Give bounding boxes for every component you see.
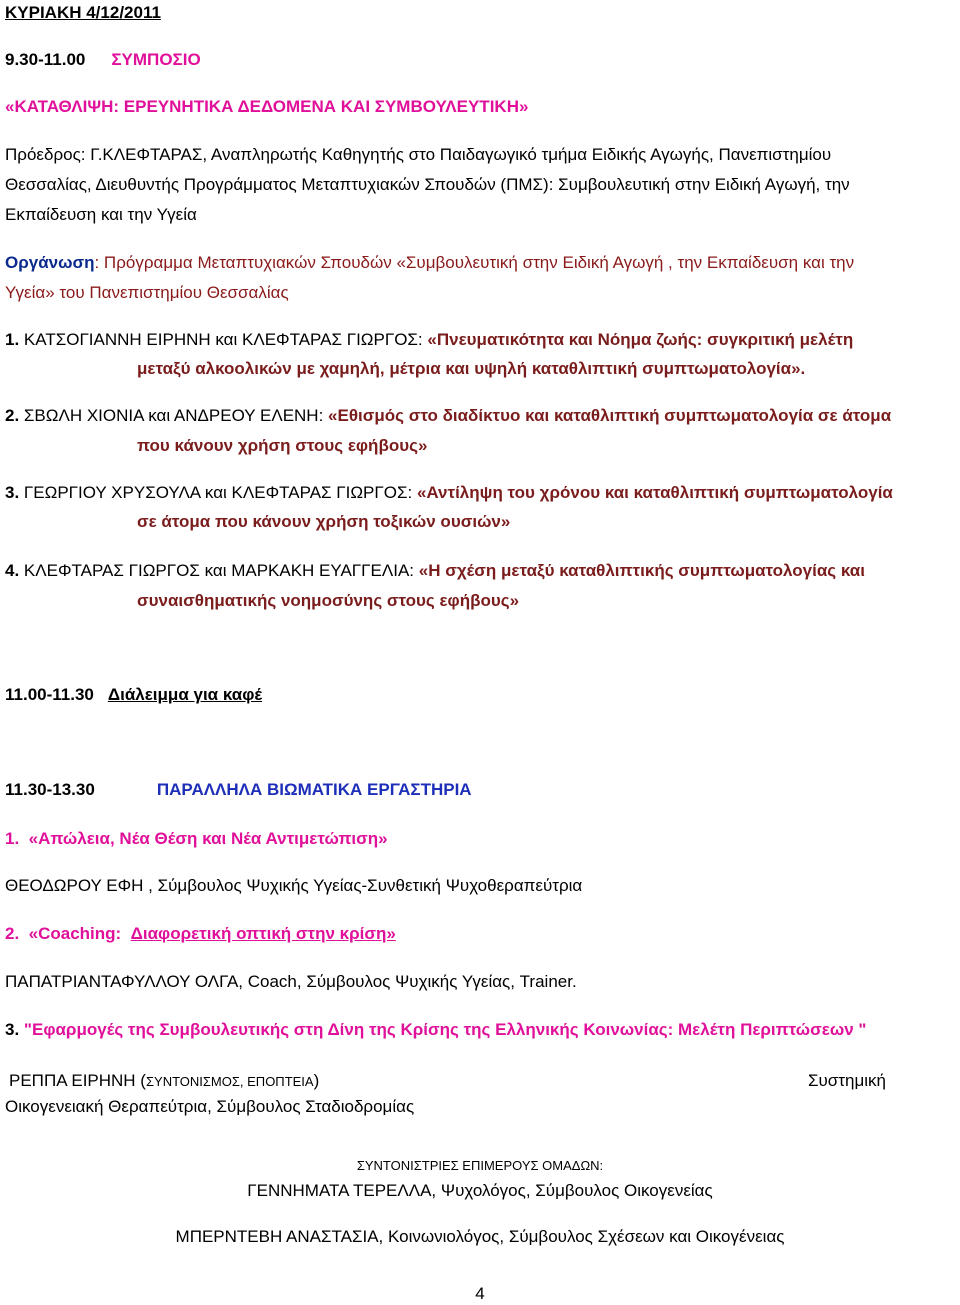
break-label: Διάλειμμα για καφέ: [107, 685, 263, 704]
talk-2: [5, 405, 891, 427]
talk-2-title-cont: που κάνουν χρήση στους εφήβους»: [137, 436, 428, 455]
organisation-line-1: [5, 252, 854, 274]
talk-2-authors: ΣΒΩΛΗ ΧΙΟΝΙΑ και ΑΝΔΡΕΟΥ ΕΛΕΝΗ:: [19, 406, 329, 425]
workshop-3-presenter: [9, 1070, 319, 1093]
workshop-2-title-b: Διαφορετική οπτική στην κρίση»: [130, 924, 396, 943]
workshop-3-presenter-name: ΡΕΠΠΑ ΕΙΡΗΝΗ (: [9, 1071, 146, 1090]
organisation-text: : Πρόγραμμα Μεταπτυχιακών Σπουδών «Συμβουλευτική στην Ειδική Αγωγή , την Εκπαίδευση και την: [94, 253, 855, 272]
chair-line-1: Πρόεδρος: Γ.ΚΛΕΦΤΑΡΑΣ, Αναπληρωτής Καθηγητής στο Παιδαγωγικό τμήμα Ειδικής Αγωγής, Πανεπιστημίου: [5, 145, 832, 164]
talk-4-title: «Η σχέση μεταξύ καταθλιπτικής συμπτωματολογίας και: [418, 561, 865, 580]
talk-4: [5, 560, 865, 582]
workshop-1-number: 1.: [5, 829, 20, 848]
workshop-3-presenter-right: Συστημική: [808, 1071, 886, 1090]
workshop-3-number: 3.: [5, 1020, 20, 1039]
talk-4-number: 4.: [5, 561, 20, 580]
organisation-line-2: Υγεία» του Πανεπιστημίου Θεσσαλίας: [5, 283, 289, 302]
date-heading: ΚΥΡΙΑΚΗ 4/12/2011: [5, 3, 161, 22]
workshop-1-presenter: ΘΕΟΔΩΡΟΥ ΕΦΗ , Σύμβουλος Ψυχικής Υγείας-Συνθετική Ψυχοθεραπεύτρια: [5, 876, 583, 895]
workshop-3-presenter-role: ΣΥΝΤΟΝΙΣΜΟΣ, ΕΠΟΠΤΕΙΑ: [145, 1074, 314, 1089]
break-row: [5, 684, 262, 706]
chair-line-3: Εκπαίδευση και την Υγεία: [5, 205, 197, 224]
symposium-title: «ΚΑΤΑΘΛΙΨΗ: ΕΡΕΥΝΗΤΙΚΑ ΔΕΔΟΜΕΝΑ ΚΑΙ ΣΥΜΒΟΥΛΕΥΤΙΚΗ»: [5, 97, 529, 116]
symposium-label: ΣΥΜΠΟΣΙΟ: [111, 50, 201, 69]
talk-2-title: «Εθισμός στο διαδίκτυο και καταθλιπτική συμπτωματολογία σε άτομα: [328, 406, 892, 425]
workshop-3-title-text: "Εφαρμογές της Συμβουλευτικής στη Δίνη της Κρίσης της Ελληνικής Κοινωνίας: Μελέτη Περιπτώσεων ": [23, 1020, 867, 1039]
workshops-row: [5, 779, 472, 801]
workshop-2-presenter: ΠΑΠΑΤΡΙΑΝΤΑΦΥΛΛΟΥ ΟΛΓΑ, Coach, Σύμβουλος Ψυχικής Υγείας, Trainer.: [5, 972, 577, 991]
workshops-time: 11.30-13.30: [5, 780, 95, 799]
talk-2-number: 2.: [5, 406, 20, 425]
workshop-2-title-a: «Coaching:: [28, 924, 122, 943]
organisation-label: Οργάνωση: [5, 253, 95, 272]
talk-1-number: 1.: [5, 330, 20, 349]
workshop-1-title: [5, 828, 388, 850]
symposium-time: 9.30-11.00: [5, 50, 86, 69]
talk-3-title: «Αντίληψη του χρόνου και καταθλιπτική συμπτωματολογία: [416, 483, 893, 502]
workshop-3-presenter-line-2: Οικογενειακή Θεραπεύτρια, Σύμβουλος Σταδιοδρομίας: [5, 1097, 415, 1116]
talk-3-title-cont: σε άτομα που κάνουν χρήση τοξικών ουσιών»: [137, 512, 511, 531]
workshop-2-number: 2.: [5, 924, 20, 943]
talk-1-authors: ΚΑΤΣΟΓΙΑΝΝΗ ΕΙΡΗΝΗ και ΚΛΕΦΤΑΡΑΣ ΓΙΩΡΓΟΣ:: [19, 330, 428, 349]
workshop-2-title: [5, 923, 396, 945]
talk-3-authors: ΓΕΩΡΓΙΟΥ ΧΡΥΣΟΥΛΑ και ΚΛΕΦΤΑΡΑΣ ΓΙΩΡΓΟΣ:: [19, 483, 417, 502]
talk-1: [5, 329, 853, 351]
coordinators-heading: ΣΥΝΤΟΝΙΣΤΡΙΕΣ ΕΠΙΜΕΡΟΥΣ ΟΜΑΔΩΝ:: [356, 1158, 604, 1173]
workshop-1-title-text: «Απώλεια, Νέα Θέση και Νέα Αντιμετώπιση»: [28, 829, 388, 848]
talk-4-title-cont: συναισθηματικής νοημοσύνης στους εφήβους»: [137, 591, 520, 610]
break-time: 11.00-11.30: [5, 685, 94, 704]
talk-1-title-cont: μεταξύ αλκοολικών με χαμηλή, μέτρια και υψηλή καταθλιπτική συμπτωματολογία».: [137, 359, 806, 378]
talk-3: [5, 482, 893, 504]
workshops-label: ΠΑΡΑΛΛΗΛΑ ΒΙΩΜΑΤΙΚΑ ΕΡΓΑΣΤΗΡΙΑ: [156, 780, 472, 799]
talk-3-number: 3.: [5, 483, 20, 502]
workshop-3-title: [5, 1019, 866, 1041]
symposium-time-row: [5, 49, 201, 71]
coordinator-1: ΓΕΝΝΗΜΑΤΑ ΤΕΡΕΛΛΑ, Ψυχολόγος, Σύμβουλος Οικογενείας: [247, 1181, 713, 1200]
page-number: 4: [475, 1284, 485, 1303]
talk-1-title: «Πνευματικότητα και Νόημα ζωής: συγκριτική μελέτη: [427, 330, 854, 349]
talk-4-authors: ΚΛΕΦΤΑΡΑΣ ΓΙΩΡΓΟΣ και ΜΑΡΚΑΚΗ ΕΥΑΓΓΕΛΙΑ:: [19, 561, 419, 580]
workshop-3-presenter-close: ): [313, 1071, 320, 1090]
chair-line-2: Θεσσαλίας, Διευθυντής Προγράμματος Μεταπτυχιακών Σπουδών (ΠΜΣ): Συμβουλευτική στην Ειδική Αγωγή, την: [5, 175, 850, 194]
coordinator-2: ΜΠΕΡΝΤΕΒΗ ΑΝΑΣΤΑΣΙΑ, Κοινωνιολόγος, Σύμβουλος Σχέσεων και Οικογένειας: [175, 1227, 785, 1246]
